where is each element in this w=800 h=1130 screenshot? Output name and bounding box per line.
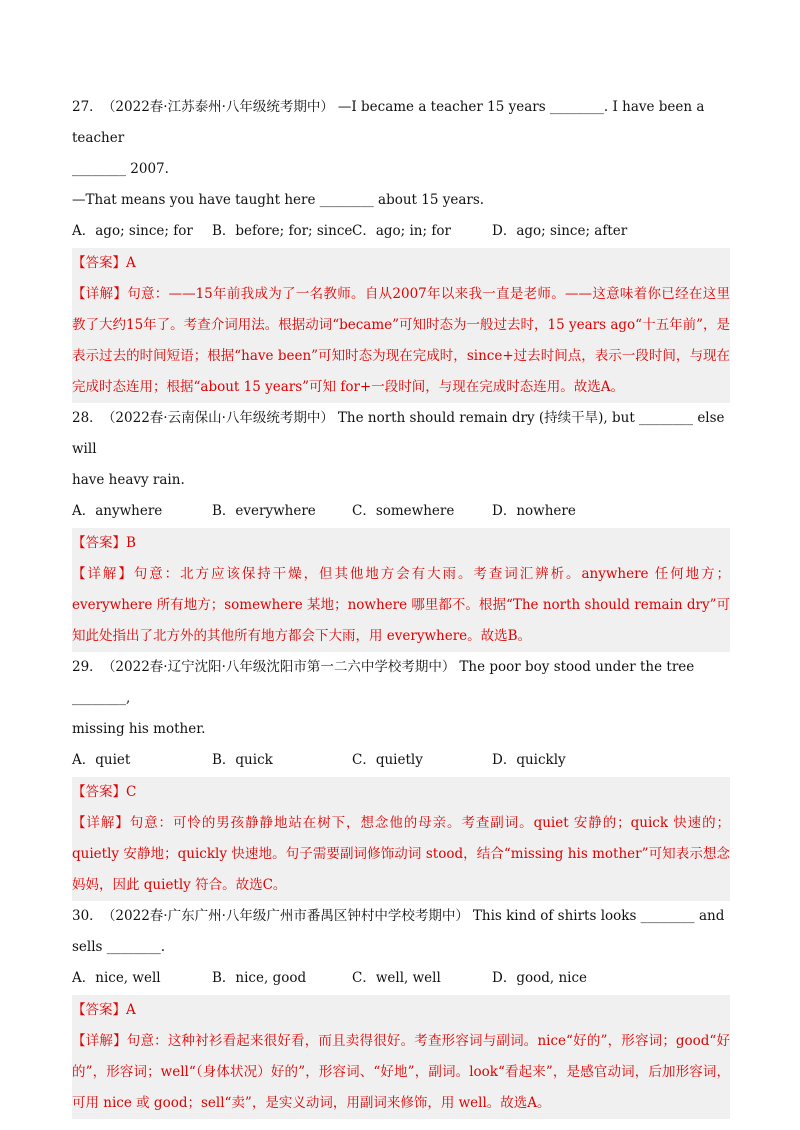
question-source: （2022春·广东广州·八年级广州市番禺区钟村中学校考期中）: [108, 908, 469, 924]
question-source: （2022春·江苏泰州·八年级统考期中）: [108, 99, 334, 115]
question-list: [72, 92, 730, 1119]
option-d: D．nowhere: [492, 503, 576, 519]
question-source: （2022春·辽宁沈阳·八年级沈阳市第一二六中学校考期中）: [108, 659, 456, 675]
question-number: 29．: [72, 659, 103, 675]
explanation: [72, 559, 730, 652]
option-c: C．quietly: [352, 752, 423, 768]
option-a: A．quiet: [72, 752, 131, 768]
question-stem-line: The north should remain dry (持续干旱), but ________ else will: [72, 410, 725, 457]
option-d: D．good, nice: [492, 970, 588, 986]
question-stem-line: —I became a teacher 15 years ________. I have been a teacher: [72, 99, 705, 146]
answer-value: B: [126, 535, 136, 551]
answer-box: [72, 528, 730, 652]
answer-value: C: [126, 784, 137, 800]
answer-value: A: [126, 1002, 136, 1018]
question-30: [72, 901, 730, 1119]
question-stem-line: The poor boy stood under the tree ________,: [72, 659, 695, 706]
answer-label: 【答案】: [72, 255, 126, 271]
option-a: A．nice, well: [72, 970, 161, 986]
explain-label: 【详解】: [72, 566, 134, 582]
answer-line: [72, 528, 730, 559]
answer-label: 【答案】: [72, 535, 126, 551]
question-stem-line: sells ________.: [72, 939, 166, 955]
option-b: B．nice, good: [212, 970, 307, 986]
option-b: B．everywhere: [212, 503, 316, 519]
answer-line: [72, 248, 730, 279]
question-source: （2022春·云南保山·八年级统考期中）: [108, 410, 334, 426]
question-28: [72, 403, 730, 652]
options-row: [72, 745, 730, 776]
option-d: D．ago; since; after: [492, 223, 628, 239]
question-stem: [72, 403, 730, 465]
options-row: [72, 963, 730, 994]
answer-box: [72, 995, 730, 1119]
answer-line: [72, 995, 730, 1026]
option-c: C．somewhere: [352, 503, 455, 519]
option-c: C．well, well: [352, 970, 441, 986]
question-number: 28．: [72, 410, 103, 426]
question-stem-line: This kind of shirts looks ________ and: [472, 908, 725, 924]
question-27: [72, 92, 730, 403]
answer-box: [72, 777, 730, 901]
option-a: A．anywhere: [72, 503, 163, 519]
question-stem: [72, 92, 730, 154]
question-stem: [72, 901, 730, 932]
question-stem-line: ________ 2007.: [72, 161, 169, 177]
option-a: A．ago; since; for: [72, 223, 193, 239]
explain-text: 句意：可怜的男孩静静地站在树下，想念他的母亲。考查副词。quiet 安静的；quick 快速的；quietly 安静地；quickly 快速地。句子需要副词修饰动词 stood，结合“missing his mother”可知表示想念妈妈，因此 quietly 符合。故选C。: [72, 815, 731, 893]
question-29: [72, 652, 730, 901]
question-stem: [72, 652, 730, 714]
question-stem-line: missing his mother.: [72, 721, 206, 737]
options-row: [72, 216, 730, 247]
option-b: B．quick: [212, 752, 273, 768]
explain-label: 【详解】: [72, 286, 128, 302]
question-number: 30．: [72, 908, 103, 924]
explain-label: 【详解】: [72, 1033, 127, 1049]
explain-text: 句意：北方应该保持干燥，但其他地方会有大雨。考查词汇辨析。anywhere 任何地方；everywhere 所有地方；somewhere 某地；nowhere 哪里都不。根据“The north should remain dry”可知此处指出了北方外的其他所有地方都会下大雨，用 everywhere。故选B。: [72, 566, 731, 644]
explain-text: 句意：——15年前我成为了一名教师。自从2007年以来我一直是老师。——这意味着你已经在这里教了大约15年了。考查介词用法。根据动词“became”可知时态为一般过去时，15 years ago“十五年前”，是表示过去的时间短语；根据“have been”可知时态为现在完成时，since+过去时间点，表示一段时间，与现在完成时态连用；根据“about 15 years”可知 for+一段时间，与现在完成时态连用。故选A。: [72, 286, 730, 395]
explanation: [72, 1026, 730, 1119]
options-row: [72, 496, 730, 527]
explanation: [72, 279, 730, 403]
option-c: C．ago; in; for: [352, 223, 451, 239]
question-stem-line: —That means you have taught here ________ about 15 years.: [72, 192, 485, 208]
explain-text: 句意：这种衬衫看起来很好看，而且卖得很好。考查形容词与副词。nice“好的”，形容词；good“好的”，形容词；well“（身体状况）好的”，形容词、“好地”，副词。look“看起来”，是感官动词，后加形容词，可用 nice 或 good；sell“卖”，是实义动词，用副词来修饰，用 well。故选A。: [72, 1033, 730, 1111]
option-d: D．quickly: [492, 752, 566, 768]
explain-label: 【详解】: [72, 815, 130, 831]
answer-value: A: [126, 255, 136, 271]
question-number: 27．: [72, 99, 103, 115]
answer-label: 【答案】: [72, 784, 126, 800]
explanation: [72, 808, 730, 901]
answer-box: [72, 248, 730, 403]
answer-label: 【答案】: [72, 1002, 126, 1018]
answer-line: [72, 777, 730, 808]
option-b: B．before; for; since: [212, 223, 353, 239]
question-stem-line: have heavy rain.: [72, 472, 185, 488]
